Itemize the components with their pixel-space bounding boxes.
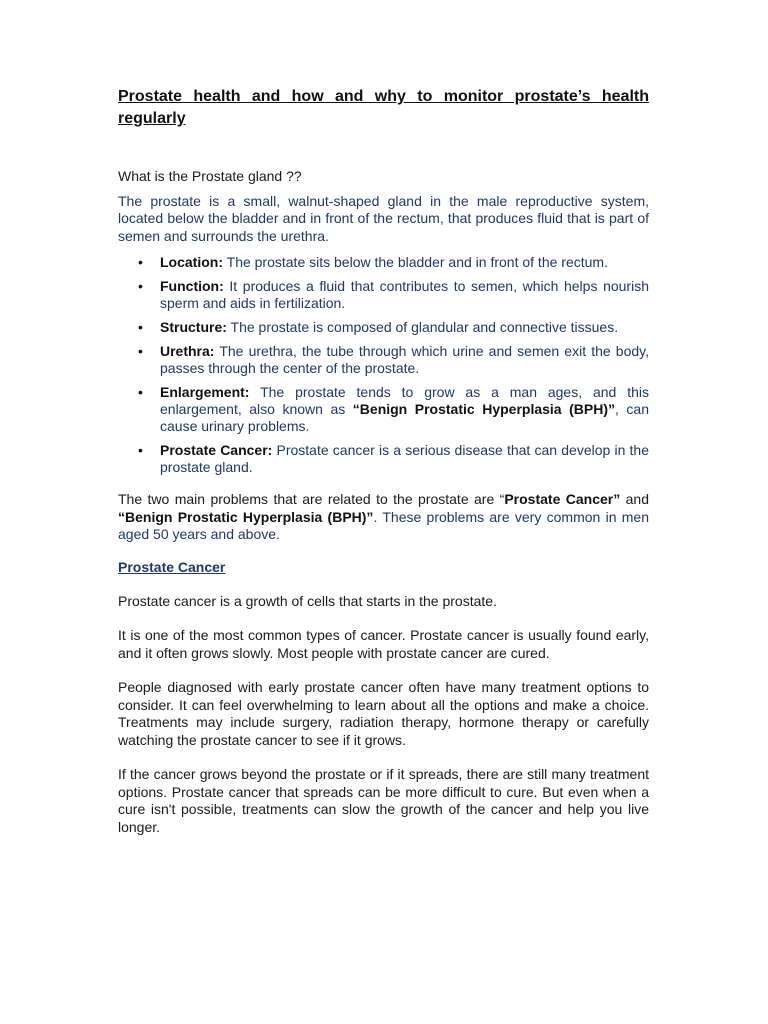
fact-label: Structure:: [160, 319, 227, 335]
problems-paragraph: [118, 491, 649, 544]
cancer-paragraph: If the cancer grows beyond the prostate or if it spreads, there are still many treatment options. Prostate cancer that spreads can be more difficult to cure. But even when a cure isn't possible, treatments can slow the growth of the cancer and help you live longer.: [118, 766, 649, 835]
document-page: [118, 86, 649, 836]
fact-text: Prostate cancer is a serious disease that can develop in the prostate gland.: [160, 442, 649, 475]
fact-label: Function:: [160, 278, 224, 294]
document-title: Prostate health and how and why to monitor prostate’s health regularly: [118, 88, 649, 127]
fact-text: The urethra, the tube through which urine and semen exit the body, passes through the center of the prostate.: [160, 343, 649, 376]
list-item-structure: [138, 319, 649, 336]
list-item-location: [138, 254, 649, 271]
list-item-prostate-cancer: [138, 442, 649, 476]
fact-text: , can cause urinary problems.: [160, 401, 649, 434]
question-line: What is the Prostate gland ??: [118, 168, 302, 184]
problems-term-cancer: Prostate Cancer”: [504, 491, 621, 507]
fact-label: Prostate Cancer:: [160, 442, 273, 458]
list-item-function: [138, 278, 649, 312]
bph-term: “Benign Prostatic Hyperplasia (BPH)”: [352, 401, 615, 417]
facts-list: [118, 254, 649, 476]
bullet-icon: •: [138, 319, 143, 335]
cancer-paragraph: Prostate cancer is a growth of cells that starts in the prostate.: [118, 592, 497, 609]
problems-term-bph: “Benign Prostatic Hyperplasia (BPH)”: [118, 508, 374, 525]
bullet-icon: •: [138, 254, 143, 270]
problems-tail: . These problems are very common in men aged 50 years and above.: [118, 508, 649, 542]
cancer-paragraph: It is one of the most common types of cancer. Prostate cancer is usually found early, and it often grows slowly. Most people with prostate cancer are cured.: [118, 627, 649, 661]
fact-text: It produces a fluid that contributes to semen, which helps nourish sperm and aids in fertilization.: [160, 278, 649, 311]
fact-label: Urethra:: [160, 343, 215, 359]
list-item-enlargement: [138, 384, 649, 435]
section-heading-prostate-cancer: Prostate Cancer: [118, 558, 226, 575]
fact-label: Location:: [160, 254, 223, 270]
problems-lead: The two main problems that are related to the prostate are “: [118, 491, 505, 507]
problems-middle: and: [620, 491, 649, 507]
bullet-icon: •: [138, 384, 143, 400]
cancer-paragraph: People diagnosed with early prostate cancer often have many treatment options to consider. It can feel overwhelming to learn about all the options and make a choice. Treatments may include surgery, radiation therapy, hormone therapy or carefully watching the prostate cancer to see if it grows.: [118, 679, 649, 748]
bullet-icon: •: [138, 442, 143, 458]
fact-text: The prostate tends to grow as a man ages, and this enlargement, also known as: [160, 384, 649, 417]
bullet-icon: •: [138, 343, 143, 359]
fact-text: The prostate is composed of glandular and connective tissues.: [226, 319, 619, 335]
fact-text: The prostate sits below the bladder and in front of the rectum.: [223, 254, 608, 270]
list-item-urethra: [138, 343, 649, 377]
fact-label: Enlargement:: [160, 384, 250, 400]
definition-paragraph: The prostate is a small, walnut-shaped gland in the male reproductive system, located below the bladder and in front of the rectum, that produces fluid that is part of semen and surrounds the urethra.: [118, 192, 649, 244]
bullet-icon: •: [138, 278, 143, 294]
